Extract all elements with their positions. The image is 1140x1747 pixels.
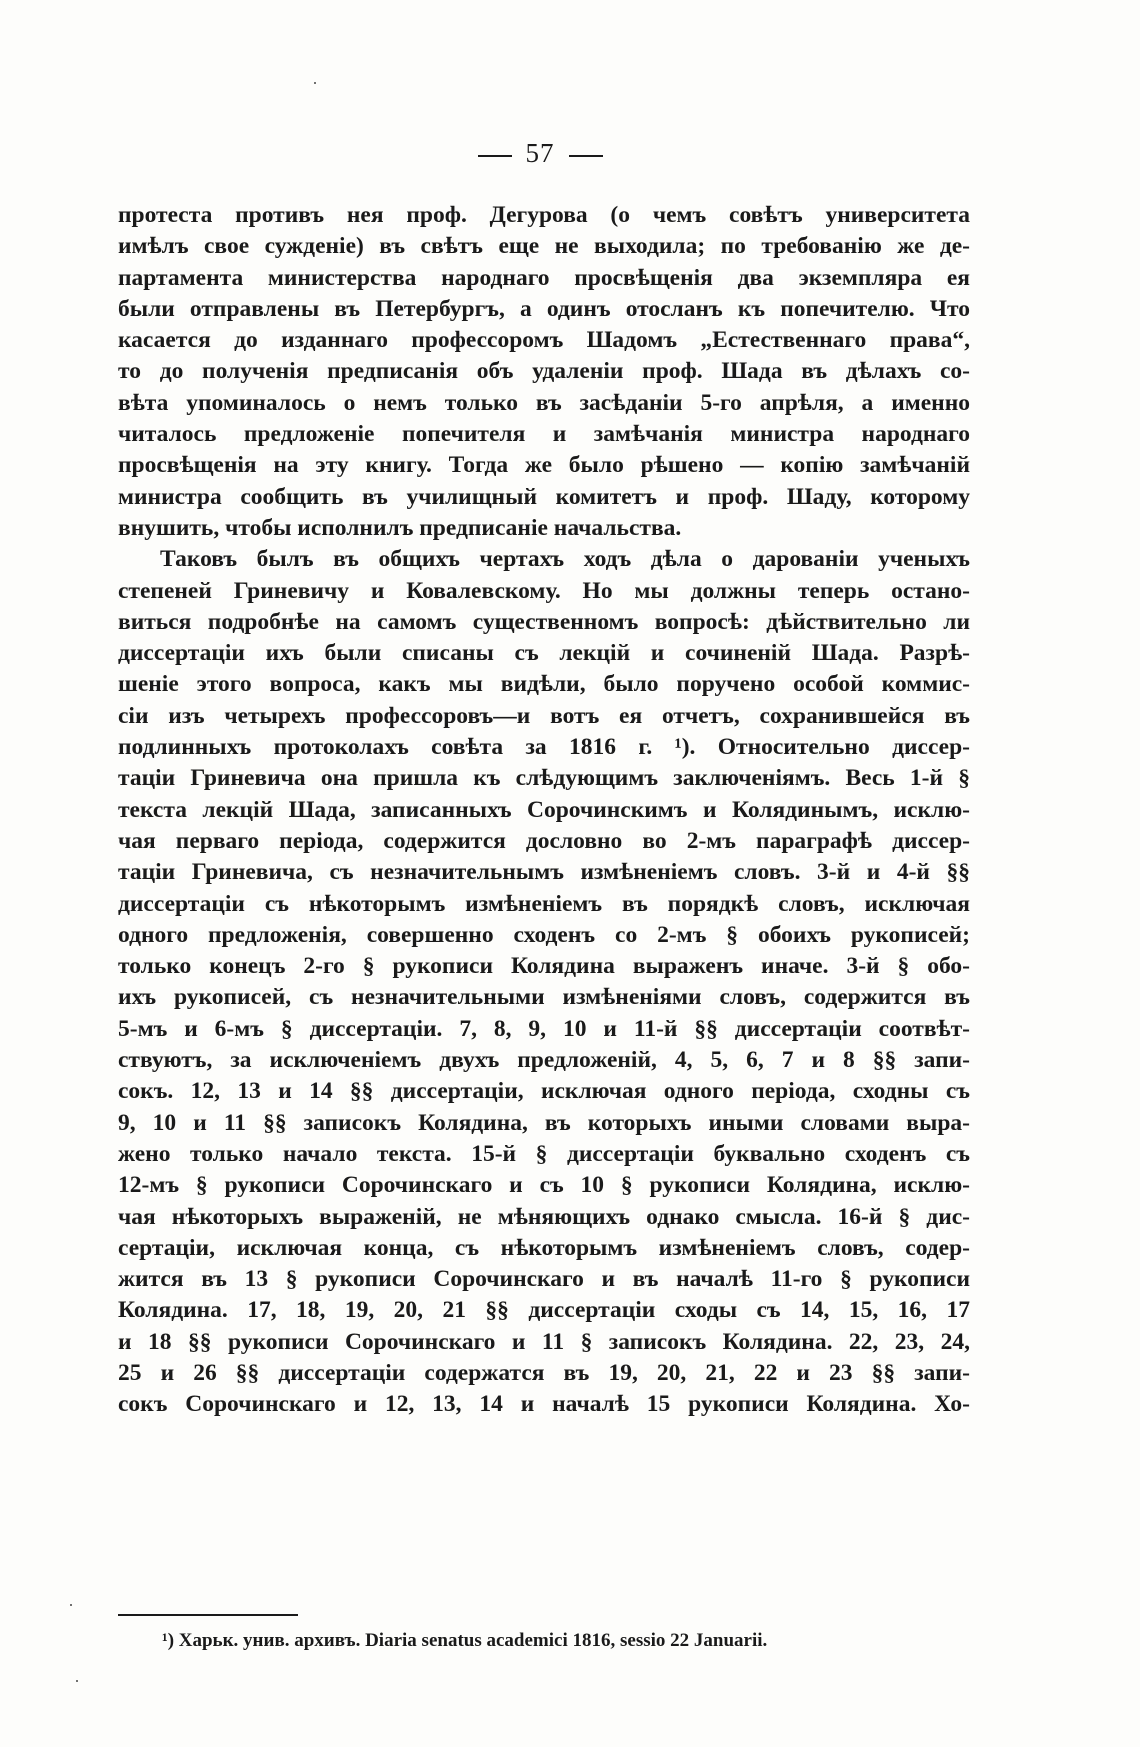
text-line: текста лекцій Шада, записанныхъ Сорочинскимъ и Колядинымъ, исклю-	[118, 796, 970, 823]
text-line: жится въ 13 § рукописи Сорочинскаго и въ началѣ 11-го § рукописи	[118, 1266, 970, 1293]
text-line: читалось предложеніе попечителя и замѣчанія министра народнаго	[118, 421, 970, 448]
text-line: ихъ рукописей, съ незначительными измѣненіями словъ, содержится въ	[118, 984, 970, 1011]
text-line: имѣлъ свое сужденіе) въ свѣтъ еще не выходила; по требованію же де-	[118, 233, 970, 260]
text-line: Колядина. 17, 18, 19, 20, 21 §§ диссертаціи сходы съ 14, 15, 16, 17	[118, 1297, 970, 1324]
text-line: чая перваго періода, содержится дословно во 2-мъ параграфѣ диссер-	[118, 827, 970, 854]
text-line: сокъ. 12, 13 и 14 §§ диссертаціи, исключая одного періода, сходны съ	[118, 1078, 970, 1105]
text-line: были отправлены въ Петербургъ, а одинъ отосланъ къ попечителю. Что	[118, 295, 970, 322]
text-line: сертаціи, исключая конца, съ нѣкоторымъ измѣненіемъ словъ, содер-	[118, 1234, 970, 1261]
text-line: и 18 §§ рукописи Сорочинскаго и 11 § записокъ Колядина. 22, 23, 24,	[118, 1328, 970, 1355]
text-line: просвѣщенія на эту книгу. Тогда же было рѣшено — копію замѣчаній	[118, 452, 970, 479]
text-line: только конецъ 2-го § рукописи Колядина выраженъ иначе. 3-й § обо-	[118, 953, 970, 980]
text-line: таціи Гриневича она пришла къ слѣдующимъ заключеніямъ. Весь 1-й §	[118, 765, 970, 792]
footnote-divider	[118, 1614, 298, 1616]
body-text	[118, 200, 970, 1421]
text-line: сіи изъ четырехъ профессоровъ—и вотъ ея отчетъ, сохранившейся въ	[118, 702, 970, 729]
text-line: вѣта упоминалось о немъ только въ засѣданіи 5-го апрѣля, а именно	[118, 389, 970, 416]
scan-speck	[70, 1604, 72, 1606]
text-line: партамента министерства народнаго просвѣщенія два экземпляра ея	[118, 264, 970, 291]
text-line: протеста противъ нея проф. Дегурова (о чемъ совѣтъ университета	[118, 202, 970, 228]
text-line: министра сообщить въ училищный комитетъ и проф. Шаду, которому	[118, 483, 970, 510]
scan-speck	[314, 82, 316, 84]
page-number: 57	[525, 138, 555, 168]
page-number-header	[0, 138, 1080, 169]
text-line: шеніе этого вопроса, какъ мы видѣли, было поручено особой коммис-	[118, 671, 970, 698]
text-line: ствуютъ, за исключеніемъ двухъ предложеній, 4, 5, 6, 7 и 8 §§ запи-	[118, 1047, 970, 1074]
text-line: одного предложенія, совершенно сходенъ со 2-мъ § обоихъ рукописей;	[118, 921, 970, 948]
text-line: Таковъ былъ въ общихъ чертахъ ходъ дѣла о дарованіи ученыхъ	[160, 546, 970, 573]
text-line: жено только начало текста. 15-й § диссертаціи буквально сходенъ съ	[118, 1140, 970, 1167]
header-dash-right	[569, 155, 603, 157]
text-line: 12-мъ § рукописи Сорочинскаго и съ 10 § рукописи Колядина, исклю-	[118, 1172, 970, 1199]
text-line: сокъ Сорочинскаго и 12, 13, 14 и началѣ 15 рукописи Колядина. Хо-	[118, 1391, 970, 1418]
text-line: 5-мъ и 6-мъ § диссертаціи. 7, 8, 9, 10 и 11-й §§ диссертаціи соотвѣт-	[118, 1015, 970, 1042]
text-line: таціи Гриневича, съ незначительнымъ измѣненіемъ словъ. 3-й и 4-й §§	[118, 859, 970, 886]
text-line: виться подробнѣе на самомъ существенномъ вопросѣ: дѣйствительно ли	[118, 608, 970, 635]
text-line: касается до изданнаго профессоромъ Шадомъ „Естественнаго права“,	[118, 327, 970, 354]
text-line: диссертаціи ихъ были списаны съ лекцій и сочиненій Шада. Разрѣ-	[118, 640, 970, 667]
text-line: степеней Гриневичу и Ковалевскому. Но мы должны теперь остано-	[118, 577, 970, 604]
text-line: 25 и 26 §§ диссертаціи содержатся въ 19, 20, 21, 22 и 23 §§ запи-	[118, 1359, 970, 1386]
text-line: диссертаціи съ нѣкоторымъ измѣненіемъ въ порядкѣ словъ, исключая	[118, 890, 970, 917]
text-line: внушить, чтобы исполнилъ предписаніе начальства.	[118, 514, 682, 541]
text-line: то до полученія предписанія объ удаленіи проф. Шада въ дѣлахъ со-	[118, 358, 970, 385]
text-line: 9, 10 и 11 §§ записокъ Колядина, въ которыхъ иными словами выра-	[118, 1109, 970, 1136]
text-line: чая нѣкоторыхъ выраженій, не мѣняющихъ однако смысла. 16-й § дис-	[118, 1203, 970, 1230]
text-line: подлинныхъ протоколахъ совѣта за 1816 г. ¹). Относительно диссер-	[118, 734, 970, 761]
header-dash-left	[478, 155, 512, 157]
footnote: ¹) Харьк. унив. архивъ. Diaria senatus academici 1816, sessio 22 Januarii.	[162, 1630, 768, 1651]
scan-speck	[76, 1680, 78, 1682]
